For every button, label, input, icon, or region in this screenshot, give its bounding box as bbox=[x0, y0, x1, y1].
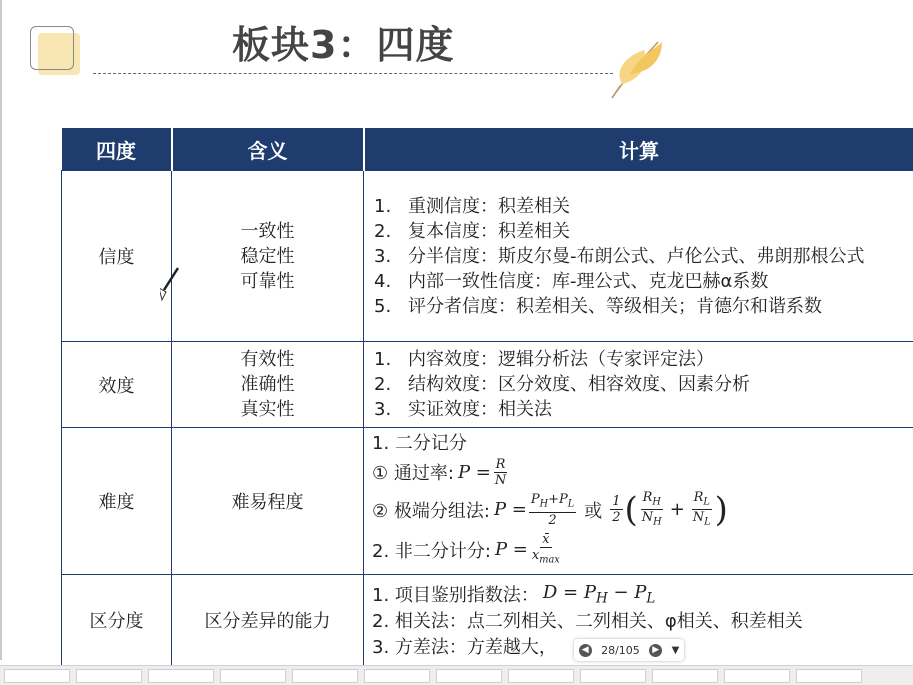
list-item: 2. 复本信度：积差相关 bbox=[374, 220, 570, 242]
page-thumbnail[interactable] bbox=[364, 669, 430, 683]
pen-cursor-icon bbox=[160, 264, 184, 302]
page-thumbnail[interactable] bbox=[76, 669, 142, 683]
window-left-edge bbox=[0, 0, 2, 660]
table-header-row bbox=[62, 128, 913, 171]
variance-method-line: 3. 方差法：方差越大， bbox=[372, 637, 557, 658]
slide-title: 板块3：四度 bbox=[232, 23, 455, 67]
header-degree: 四度 bbox=[62, 128, 172, 171]
decorative-square-outline bbox=[30, 26, 74, 70]
page-thumbnail[interactable] bbox=[292, 669, 358, 683]
fraction: $\frac{R}{N}$ bbox=[494, 456, 507, 488]
cell-difficulty-meaning: 难易程度 bbox=[172, 428, 364, 575]
header-meaning: 含义 bbox=[172, 128, 364, 171]
list-item: 5. 评分者信度：积差相关、等级相关；肯德尔和谐系数 bbox=[374, 295, 822, 317]
page-thumbnail[interactable] bbox=[436, 669, 502, 683]
list-item: 1. 内容效度：逻辑分析法（专家评定法） bbox=[374, 349, 714, 370]
table-row-reliability bbox=[62, 171, 913, 342]
list-item: 1. 重测信度：积差相关 bbox=[374, 195, 570, 217]
list-item: 4. 内部一致性信度：库-理公式、克龙巴赫α系数 bbox=[374, 270, 769, 292]
cell-validity-name: 效度 bbox=[62, 342, 172, 428]
meaning-line: 一致性 bbox=[240, 220, 295, 242]
cell-discrimination-name: 区分度 bbox=[62, 575, 172, 666]
chevron-down-icon[interactable]: ▼ bbox=[671, 644, 680, 656]
extreme-group-formula: ② 极端分组法: P = $\frac{P_H+P_L}{2}$ 或 $\frac{1}{2}$ ( $\frac{R_H}{N_H}$ + $\frac{R_L}{N_L}$ ) bbox=[372, 489, 728, 530]
cell-difficulty-name: 难度 bbox=[62, 428, 172, 575]
list-item: 2. 结构效度：区分效度、相容效度、因素分析 bbox=[374, 374, 750, 395]
cell-validity-meaning bbox=[172, 342, 364, 428]
next-page-icon[interactable]: ▶ bbox=[649, 644, 662, 657]
meaning-line: 真实性 bbox=[240, 399, 295, 420]
non-dichotomous-formula: 2. 非二分计分: P = $\frac{x̄}{x_{max}}$ bbox=[372, 531, 560, 566]
list-item: 3. 分半信度：斯皮尔曼-布朗公式、卢伦公式、弗朗那根公式 bbox=[374, 245, 865, 267]
page-thumbnail[interactable] bbox=[508, 669, 574, 683]
dichotomous-scoring-line: 1. 二分记分 bbox=[372, 432, 467, 454]
cell-reliability-calc bbox=[364, 171, 913, 342]
cell-reliability-name: 信度 bbox=[62, 171, 172, 342]
cell-difficulty-calc bbox=[364, 428, 913, 575]
fraction: $\frac{R_H}{N_H}$ bbox=[641, 489, 662, 528]
meaning-line: 准确性 bbox=[240, 374, 295, 395]
four-degrees-table bbox=[61, 128, 913, 666]
title-dashed-underline bbox=[93, 73, 613, 74]
list-item: 3. 实证效度：相关法 bbox=[374, 399, 552, 420]
meaning-line: 有效性 bbox=[240, 349, 295, 370]
page-thumbnail[interactable] bbox=[580, 669, 646, 683]
fraction: $\frac{x̄}{x_{max}}$ bbox=[531, 531, 560, 566]
page-thumbnail[interactable] bbox=[148, 669, 214, 683]
leaf-icon bbox=[600, 34, 670, 104]
meaning-line: 稳定性 bbox=[240, 245, 295, 267]
fraction: $\frac{1}{2}$ bbox=[612, 494, 621, 526]
cell-reliability-meaning bbox=[172, 171, 364, 342]
page-thumbnail[interactable] bbox=[652, 669, 718, 683]
pass-rate-formula: ① 通过率: P = $\frac{R}{N}$ bbox=[372, 456, 507, 488]
fraction: $\frac{P_H+P_L}{2}$ bbox=[530, 491, 575, 528]
thumbnail-strip bbox=[0, 665, 913, 685]
page-thumbnail[interactable] bbox=[796, 669, 862, 683]
fraction: $\frac{R_L}{N_L}$ bbox=[692, 489, 711, 528]
cell-validity-calc bbox=[364, 342, 913, 428]
page-navigator bbox=[574, 639, 684, 661]
meaning-line: 可靠性 bbox=[240, 270, 295, 292]
page-thumbnail[interactable] bbox=[724, 669, 790, 683]
cell-discrimination-meaning: 区分差异的能力 bbox=[172, 575, 364, 666]
header-calculation: 计算 bbox=[364, 128, 913, 171]
table-row-discrimination bbox=[62, 575, 913, 666]
page-indicator: 28/105 bbox=[601, 643, 640, 657]
correlation-method-line: 2. 相关法：点二列相关、二列相关、φ相关、积差相关 bbox=[372, 611, 803, 632]
page-thumbnail[interactable] bbox=[220, 669, 286, 683]
table-row-difficulty bbox=[62, 428, 913, 575]
table-row-validity bbox=[62, 342, 913, 428]
discrimination-index-line: 1. 项目鉴别指数法： $D = P_H - P_L$ bbox=[372, 581, 656, 607]
prev-page-icon[interactable]: ◀ bbox=[579, 644, 592, 657]
page-thumbnail[interactable] bbox=[4, 669, 70, 683]
